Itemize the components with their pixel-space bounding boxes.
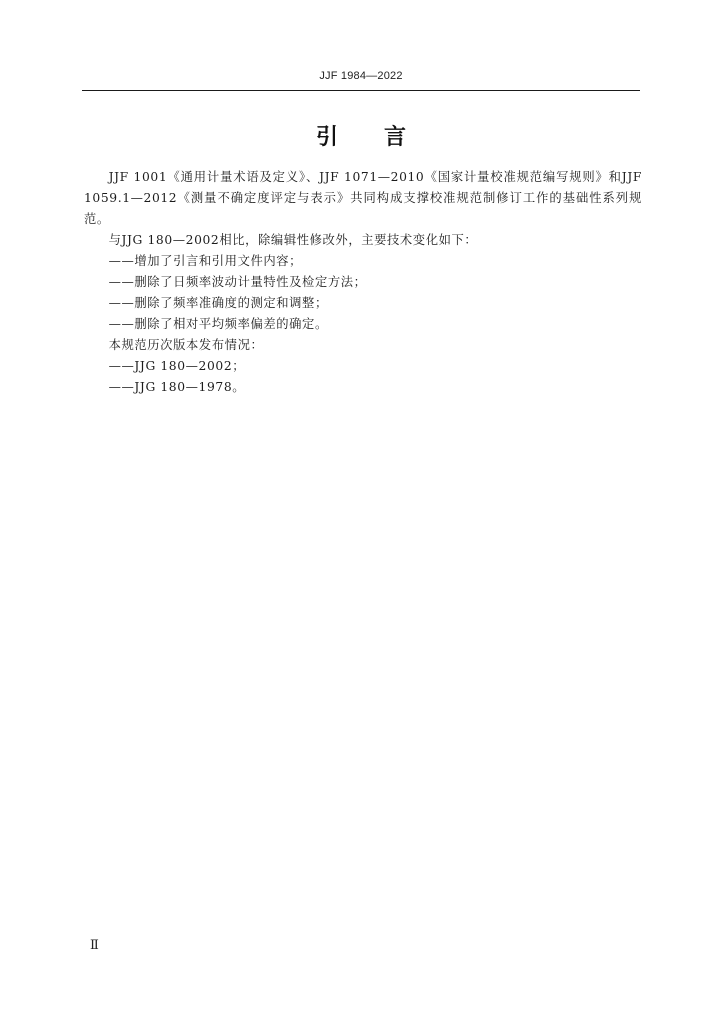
page-number: Ⅱ	[90, 937, 99, 952]
change-item: ——增加了引言和引用文件内容；	[108, 254, 303, 268]
section-title: 引言	[315, 125, 452, 150]
running-header: JJF 1984—2022	[319, 70, 403, 82]
change-item: ——删除了日频率波动计量特性及检定方法；	[108, 275, 367, 289]
history-item: ——JJG 180—1978。	[108, 380, 246, 394]
history-item: ——JJG 180—2002；	[108, 359, 246, 373]
header-rule	[82, 90, 640, 91]
changes-intro-paragraph: 与JJG 180—2002相比，除编辑性修改外，主要技术变化如下：	[108, 233, 478, 247]
body-text	[84, 167, 642, 398]
history-intro: 本规范历次版本发布情况：	[108, 338, 264, 352]
change-item: ——删除了相对平均频率偏差的确定。	[108, 317, 328, 331]
change-item: ——删除了频率准确度的测定和调整；	[108, 296, 328, 310]
intro-paragraph: JJF 1001《通用计量术语及定义》、JJF 1071—2010《国家计量校准规范编写规则》和JJF 1059.1—2012《测量不确定度评定与表示》共同构成支撑校准规范制修订工作的基础性系列规范。	[84, 170, 642, 226]
